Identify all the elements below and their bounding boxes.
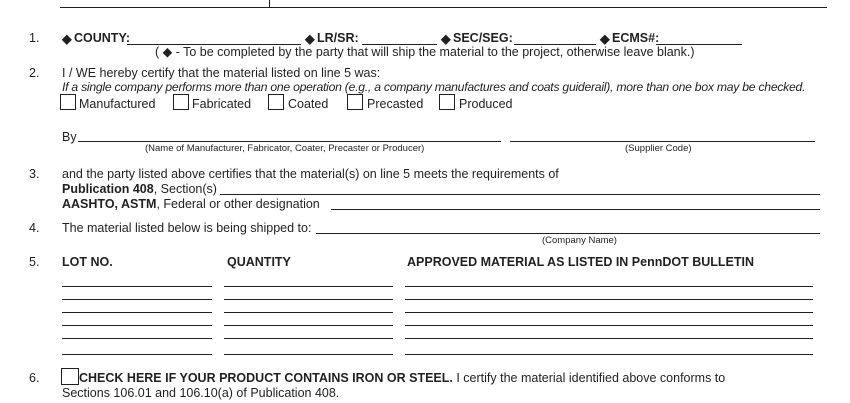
by-label: By [62,130,77,144]
by-name-line [78,141,501,142]
requirements-text: and the party listed above certifies that the material(s) on line 5 meets the requirements of [62,167,559,181]
aashto-label: AASHTO, ASTM [62,197,157,211]
certify-text: I / WE hereby certify that the material listed on line 5 was: [62,66,381,80]
precasted-checkbox[interactable] [347,94,363,110]
lot-no-input[interactable] [63,300,211,312]
name-caption: (Name of Manufacturer, Fabricator, Coater, Precaster or Producer) [145,143,425,154]
item-number-6: 6. [29,371,40,385]
lrsr-label: LR/SR: [317,31,359,45]
produced-checkbox[interactable] [439,94,455,110]
lot-no-input[interactable] [63,342,211,354]
ecms-input[interactable] [657,31,741,43]
quantity-input[interactable] [225,287,392,299]
top-rule-right [300,7,827,8]
item-number-5: 5. [29,255,40,269]
sections-input[interactable] [222,181,818,193]
supplier-code-input[interactable] [512,128,814,140]
diamond-icon: ◆ [441,32,451,46]
manufactured-checkbox[interactable] [60,94,76,110]
sections-line [220,194,820,195]
diamond-icon: ◆ [600,32,610,46]
manufactured-label: Manufactured [79,97,156,111]
approved-material-input[interactable] [406,313,812,325]
produced-label: Produced [459,97,513,111]
lot-no-input[interactable] [63,274,211,286]
sections-label: , Section(s) [153,182,217,196]
federal-label: , Federal or other designation [156,197,320,211]
quantity-input[interactable] [225,326,392,338]
secseg-label: SEC/SEG: [453,31,513,45]
sections-publication-text: Sections 106.01 and 106.10(a) of Publication 408. [62,386,340,400]
approved-material-line [405,354,813,355]
approved-material-input[interactable] [406,300,812,312]
designation-line [331,209,820,210]
company-name-input[interactable] [318,220,818,232]
supplier-code-caption: (Supplier Code) [625,143,692,154]
lot-no-input[interactable] [63,313,211,325]
single-company-note: If a single company performs more than one operation (e.g., a company manufactures and coats guiderail), more than one box may be checked. [62,80,806,94]
quantity-input[interactable] [225,300,392,312]
item-number-1: 1. [29,31,40,45]
lot-no-line [62,354,212,355]
quantity-input[interactable] [225,274,392,286]
aashto-row [62,197,320,211]
top-rule-left [60,7,300,8]
fabricated-label: Fabricated [192,97,252,111]
approved-material-input[interactable] [406,326,812,338]
line1-note: ( ◆ - To be completed by the party that will ship the material to the project, otherwise leave blank.) [155,45,695,59]
lot-no-input[interactable] [63,326,211,338]
approved-material-input[interactable] [406,287,812,299]
publication-label: Publication 408 [62,182,154,196]
designation-input[interactable] [333,196,818,208]
quantity-header: QUANTITY [227,255,291,269]
coated-label: Coated [288,97,329,111]
secseg-input[interactable] [515,31,595,43]
fabricated-checkbox[interactable] [173,94,189,110]
county-label: COUNTY: [74,31,131,45]
county-input[interactable] [128,31,300,43]
approved-material-header: APPROVED MATERIAL AS LISTED IN PennDOT BULLETIN [407,255,755,269]
by-name-input[interactable] [80,128,500,140]
company-name-caption: (Company Name) [542,235,617,246]
iron-steel-row [79,371,725,385]
lot-no-line [62,338,212,339]
iron-steel-label: CHECK HERE IF YOUR PRODUCT CONTAINS IRON OR STEEL. [79,371,453,385]
diamond-icon: ◆ [62,32,72,46]
coated-checkbox[interactable] [268,94,284,110]
item-number-4: 4. [29,221,40,235]
lot-no-header: LOT NO. [62,255,113,269]
approved-material-input[interactable] [406,342,812,354]
supplier-code-line [510,141,815,142]
approved-material-input[interactable] [406,274,812,286]
quantity-line [224,338,393,339]
quantity-line [224,354,393,355]
conforms-text: I certify the material identified above conforms to [452,371,726,385]
company-name-line [316,233,820,234]
precasted-label: Precasted [367,97,424,111]
ecms-label: ECMS#: [612,31,660,45]
publication-row [62,182,217,196]
top-rule-tick [269,0,270,7]
quantity-input[interactable] [225,313,392,325]
shipped-to-text: The material listed below is being shipped to: [62,221,312,235]
item-number-3: 3. [29,167,40,181]
item-number-2: 2. [29,66,40,80]
lrsr-input[interactable] [363,31,436,43]
iron-steel-checkbox[interactable] [61,368,79,385]
quantity-input[interactable] [225,342,392,354]
diamond-icon: ◆ [305,32,315,46]
approved-material-line [405,338,813,339]
lot-no-input[interactable] [63,287,211,299]
